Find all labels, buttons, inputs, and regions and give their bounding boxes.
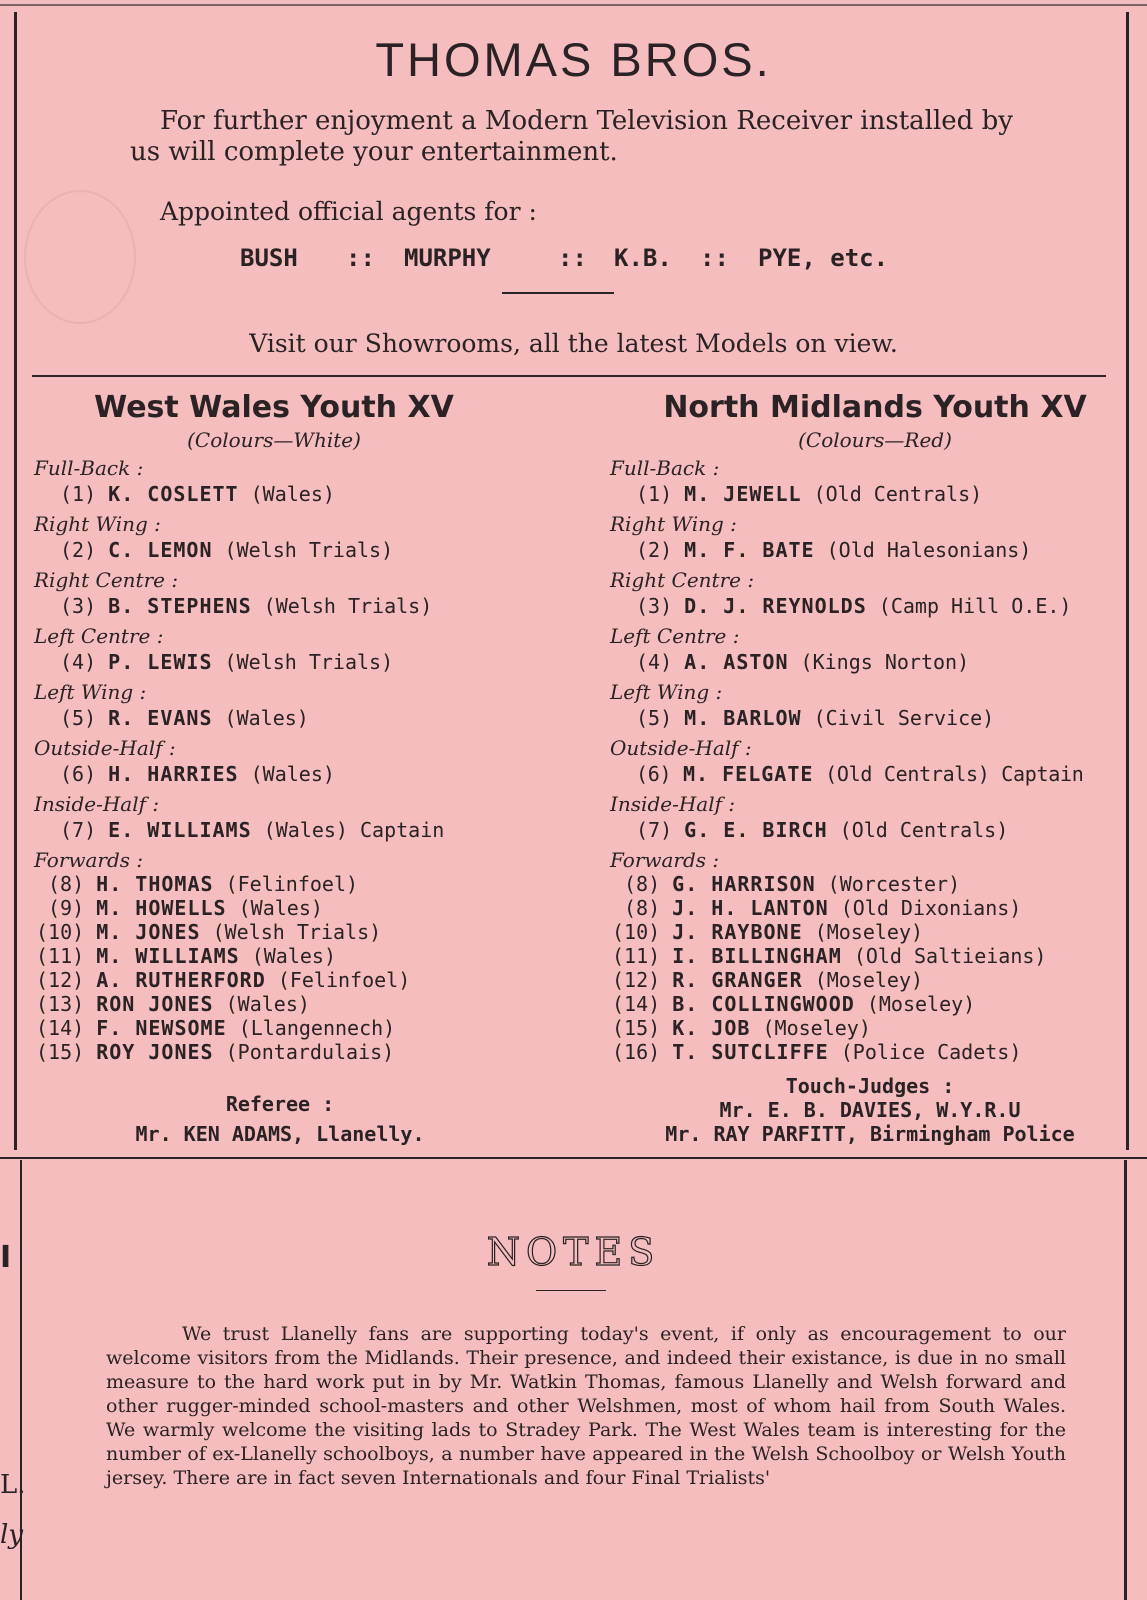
player-number: (5) [60,706,97,730]
player-name: R. GRANGER [672,968,803,992]
forward-row [34,992,554,1016]
player-name: D. J. REYNOLDS [684,594,867,618]
player-club: (Llangennech) [238,1016,396,1040]
brand-kb: K.B. [614,244,672,272]
player-number: (6) [60,762,97,786]
player-number: (2) [60,538,97,562]
player-name: I. BILLINGHAM [672,944,842,968]
player-row [34,648,554,678]
player-club: (Civil Service) [813,706,995,730]
player-name: P. LEWIS [108,650,213,674]
player-number: (5) [636,706,673,730]
player-club: (Wales) [251,944,337,968]
player-club: (Welsh Trials) [224,538,394,562]
player-name: K. COSLETT [108,482,239,506]
player-number: (11) [612,944,661,968]
position-label: Inside-Half : [610,792,736,816]
player-name: R. EVANS [108,706,213,730]
player-name: H. HARRIES [108,762,239,786]
advert-divider [32,375,1106,377]
touch-judges-block [620,1074,1120,1146]
player-row [610,760,1120,790]
player-club: (Welsh Trials) [212,920,382,944]
player-club: (Welsh Trials) [224,650,394,674]
position-label: Full-Back : [610,456,720,480]
advert-title: THOMAS BROS. [375,33,772,86]
player-name: J. H. LANTON [672,896,829,920]
player-row [34,536,554,566]
notes-short-rule [536,1290,606,1291]
player-number: (6) [636,762,672,786]
player-club: (Wales) [250,762,335,786]
position-label: Outside-Half : [34,736,176,760]
player-name: M. WILLIAMS [96,944,240,968]
player-name: M. FELGATE [682,762,814,786]
player-club: (Old Centrals) [839,818,1009,842]
player-name: A. RUTHERFORD [96,968,266,992]
player-club: (Felinfoel) [277,968,411,992]
forward-row [34,1016,554,1040]
team-north-midlands [610,388,1120,1064]
player-club: (Old Saltieians) [853,944,1047,968]
player-row [610,816,1120,846]
player-club: (Wales) [224,706,309,730]
position-label: Left Wing : [610,680,723,704]
forwards-label: Forwards : [34,848,144,872]
player-name: G. E. BIRCH [684,818,828,842]
forward-row [34,872,554,896]
player-number: (14) [612,992,661,1016]
referee-name: Mr. KEN ADAMS, Llanelly. [135,1122,425,1146]
player-row [34,704,554,734]
player-name: H. THOMAS [96,872,214,896]
player-name: F. NEWSOME [96,1016,227,1040]
player-name: M. JONES [96,920,201,944]
position-label: Left Wing : [34,680,147,704]
advert-agents-label: Appointed official agents for : [160,197,537,226]
player-club: (Worcester) [827,872,961,896]
player-row [34,816,554,846]
player-club: (Old Halesonians) [826,538,1032,562]
player-row [610,592,1120,622]
player-club: (Moseley) [762,1016,871,1040]
referee-block [60,1089,500,1149]
brand-bush: BUSH [240,244,298,272]
player-club: (Old Centrals) Captain [825,762,1084,786]
edge-fragment: ly [0,1520,24,1550]
player-number: (7) [636,818,673,842]
advert-visit-text: Visit our Showrooms, all the latest Models on view. [249,329,898,358]
team-west-wales [34,388,554,1064]
forward-row [610,896,1120,920]
player-number: (15) [36,1040,85,1064]
edge-fragment: I [0,1240,12,1275]
player-row [610,704,1120,734]
player-name: A. ASTON [684,650,789,674]
brand-separator: :: [558,244,587,272]
right-border-lower [1124,1160,1127,1600]
player-name: M. JEWELL [684,482,802,506]
player-name: K. JOB [672,1016,751,1040]
player-club: (Old Centrals) [813,482,983,506]
player-club: (Moseley) [814,920,924,944]
player-club: (Felinfoel) [225,872,359,896]
player-name: M. BARLOW [684,706,802,730]
forward-row [610,992,1120,1016]
player-number: (10) [612,920,661,944]
player-club: (Pontardulais) [225,1040,395,1064]
player-row [34,760,554,790]
brand-pye: PYE, etc. [758,244,889,272]
team-colours: (Colours—Red) [798,428,952,452]
player-number: (1) [636,482,673,506]
position-label: Right Wing : [34,512,161,536]
player-number: (3) [636,594,673,618]
player-number: (8) [48,872,85,896]
forward-row [34,968,554,992]
brand-separator: :: [700,244,729,272]
player-club: (Kings Norton) [800,650,970,674]
player-row [34,480,554,510]
player-number: (14) [36,1016,85,1040]
player-club: (Moseley) [814,968,924,992]
player-name: ROY JONES [96,1040,214,1064]
position-label: Inside-Half : [34,792,160,816]
fold-divider [0,1157,1147,1159]
player-number: (1) [60,482,97,506]
touch-judges-label: Touch-Judges : [785,1074,955,1098]
forward-row [610,1016,1120,1040]
player-number: (12) [612,968,661,992]
player-number: (13) [36,992,85,1016]
player-number: (7) [60,818,97,842]
player-row [610,480,1120,510]
player-name: B. COLLINGWOOD [672,992,855,1016]
position-label: Left Centre : [610,624,740,648]
player-club: (Police Cadets) [840,1040,1022,1064]
forward-row [610,944,1120,968]
team-colours: (Colours—White) [187,428,361,452]
player-number: (12) [36,968,85,992]
player-row [610,536,1120,566]
player-club: (Moseley) [866,992,976,1016]
player-club: (Wales) [225,992,310,1016]
player-number: (2) [636,538,673,562]
forward-row [610,920,1120,944]
touch-judge: Mr. RAY PARFITT, Birmingham Police [665,1122,1075,1146]
player-number: (11) [36,944,85,968]
player-name: G. HARRISON [672,872,816,896]
forwards-label: Forwards : [610,848,720,872]
player-club: (Wales) [238,896,323,920]
player-club: (Wales) [250,482,335,506]
forward-row [610,1040,1120,1064]
player-name: J. RAYBONE [672,920,803,944]
forward-row [34,896,554,920]
right-border [1126,12,1129,1150]
player-name: RON JONES [96,992,214,1016]
forward-row [34,1040,554,1064]
forward-row [34,920,554,944]
team-name: West Wales Youth XV [94,390,454,425]
player-name: T. SUTCLIFFE [672,1040,829,1064]
player-number: (4) [60,650,97,674]
player-number: (8) [624,872,661,896]
player-club: (Welsh Trials) [263,594,433,618]
advert-tv-text: For further enjoyment a Modern Television Receiver installed by us will complete your entertainment. [130,106,1013,167]
left-border [14,12,17,1150]
forward-row [610,872,1120,896]
player-club: (Camp Hill O.E.) [878,594,1072,618]
notes-body: We trust Llanelly fans are supporting today's event, if only as encouragement to our welcome visitors from the Midlands. Their presence, and indeed their existance, is due in no small measure to the hard work put in by Mr. Watkin Thomas, famous Llanelly and Welsh forward and other rugger-minded school-masters and other Welshmen, most of whom hail from South Wales. We warmly welcome the visiting lads to Stradey Park. The West Wales team is interesting for the number of ex-Llanelly schoolboys, a number have appeared in the Welsh Schoolboy or Welsh Youth jersey. There are in fact seven Internationals and four Final Trialists' [106,1323,1066,1489]
faded-stamp-mark [24,190,136,324]
player-number: (4) [636,650,673,674]
edge-fragment: L. [0,1470,26,1500]
position-label: Left Centre : [34,624,164,648]
position-label: Right Centre : [610,568,755,592]
player-number: (10) [36,920,85,944]
player-number: (8) [624,896,661,920]
player-row [610,648,1120,678]
advert-short-rule [502,292,614,294]
position-label: Right Centre : [34,568,179,592]
player-club: (Old Dixonians) [840,896,1022,920]
notes-title: NOTES [486,1230,661,1274]
forward-row [34,944,554,968]
brand-murphy: MURPHY [404,244,491,272]
player-name: M. F. BATE [684,538,815,562]
team-name: North Midlands Youth XV [663,390,1087,425]
brand-separator: :: [346,244,375,272]
player-number: (15) [612,1016,661,1040]
player-name: B. STEPHENS [108,594,252,618]
forward-row [610,968,1120,992]
player-row [34,592,554,622]
position-label: Right Wing : [610,512,737,536]
player-number: (9) [48,896,85,920]
player-name: C. LEMON [108,538,213,562]
referee-label: Referee : [225,1092,335,1116]
player-number: (3) [60,594,97,618]
player-club: (Wales) Captain [263,818,445,842]
touch-judge: Mr. E. B. DAVIES, W.Y.R.U [719,1098,1021,1122]
player-number: (16) [612,1040,661,1064]
position-label: Outside-Half : [610,736,752,760]
player-name: E. WILLIAMS [108,818,252,842]
player-name: M. HOWELLS [96,896,227,920]
top-border [0,4,1147,6]
position-label: Full-Back : [34,456,144,480]
